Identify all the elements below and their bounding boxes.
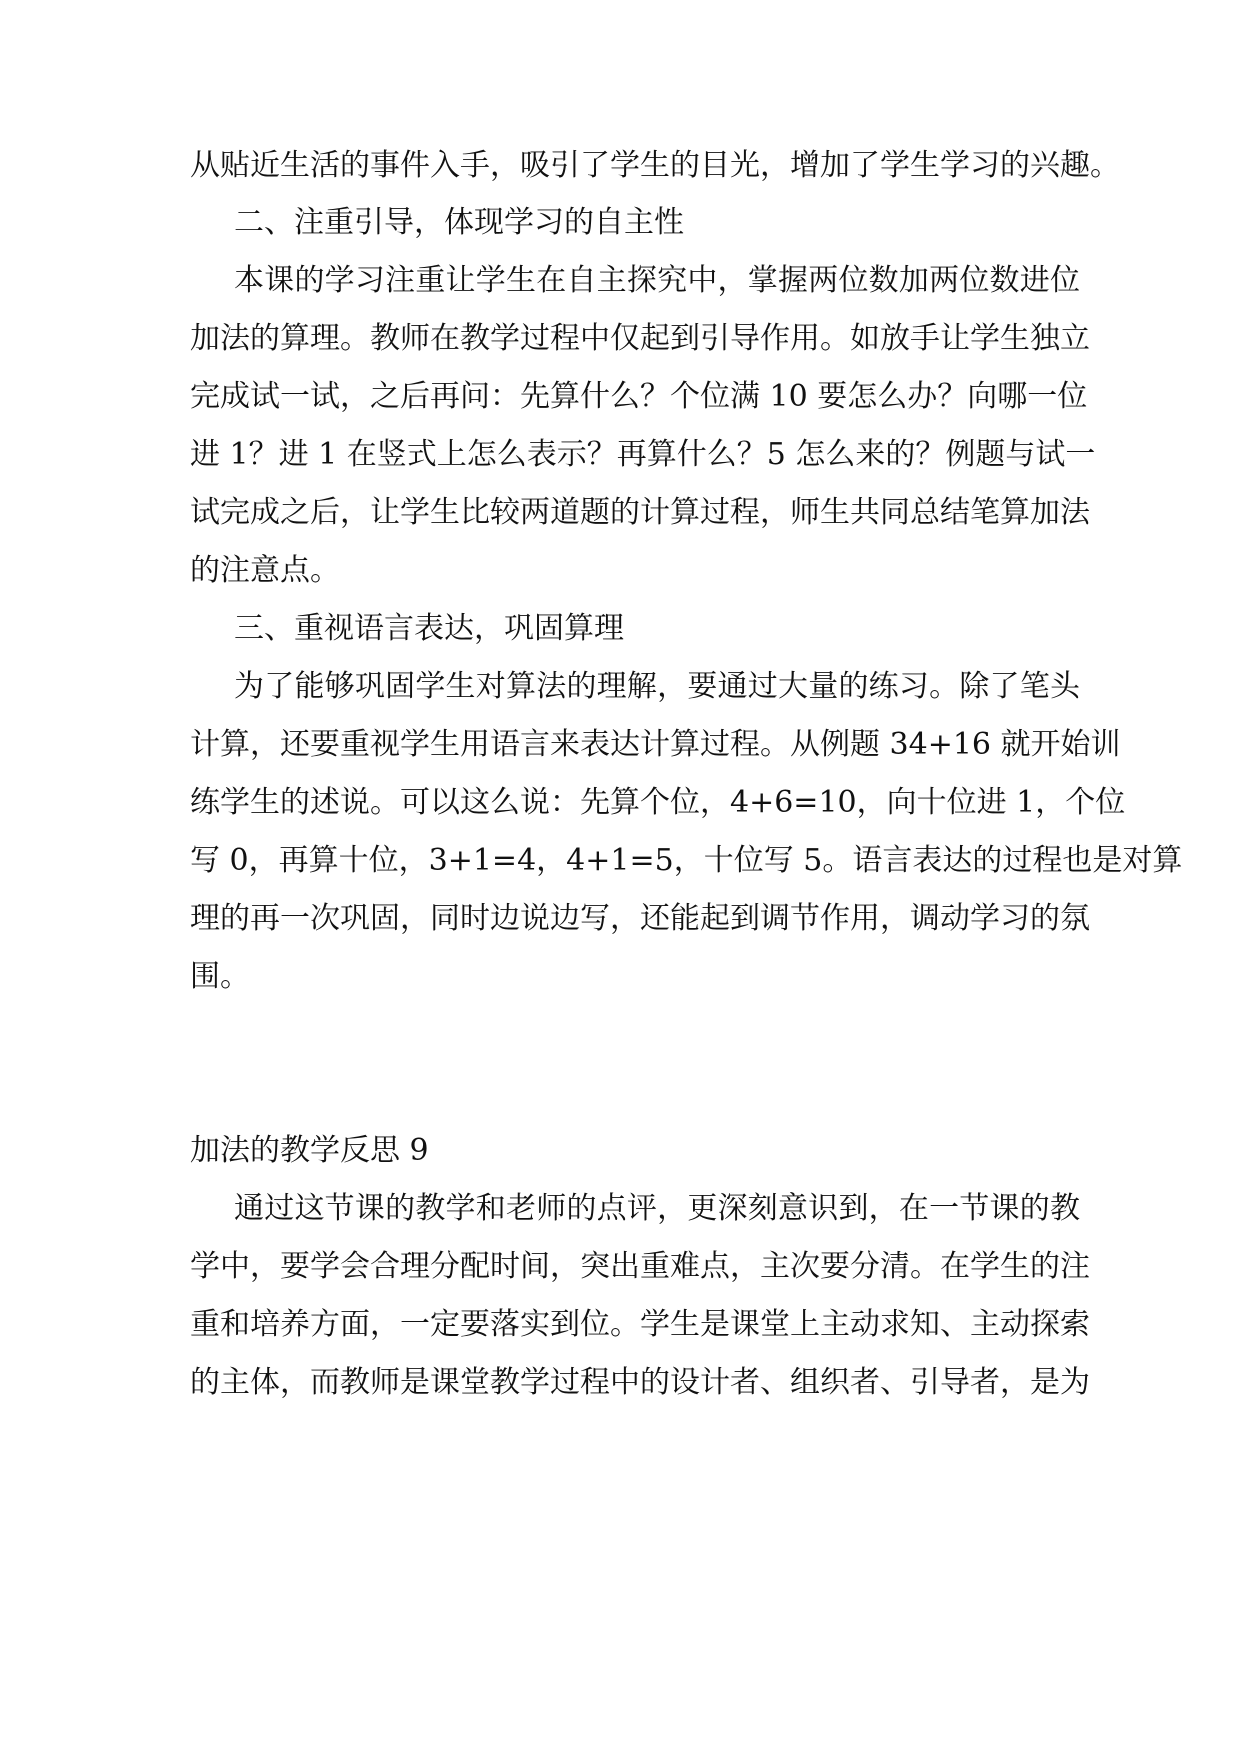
paragraph-line: 围。 [190,959,250,994]
section-heading-3: 三、重视语言表达，巩固算理 [234,611,624,646]
paragraph-line: 为了能够巩固学生对算法的理解，要通过大量的练习。除了笔头 [234,669,1080,704]
paragraph-line: 试完成之后，让学生比较两道题的计算过程，师生共同总结笔算加法 [190,495,1090,530]
paragraph-line: 本课的学习注重让学生在自主探究中，掌握两位数加两位数进位 [234,263,1080,298]
paragraph-line: 计算，还要重视学生用语言来表达计算过程。从例题 34+16 就开始训 [190,727,1121,762]
paragraph-line: 加法的算理。教师在教学过程中仅起到引导作用。如放手让学生独立 [190,321,1090,356]
paragraph-line: 完成试一试，之后再问：先算什么？个位满 10 要怎么办？向哪一位 [190,379,1088,414]
paragraph-line: 重和培养方面，一定要落实到位。学生是课堂上主动求知、主动探索 [190,1307,1090,1342]
paragraph-line: 写 0，再算十位，3+1=4，4+1=5，十位写 5。语言表达的过程也是对算 [190,843,1183,878]
paragraph-continuation-line: 从贴近生活的事件入手，吸引了学生的目光，增加了学生学习的兴趣。 [190,148,1120,183]
paragraph-line: 的主体，而教师是课堂教学过程中的设计者、组织者、引导者，是为 [190,1365,1090,1400]
paragraph-line: 进 1？进 1 在竖式上怎么表示？再算什么？5 怎么来的？例题与试一 [190,437,1096,472]
paragraph-line: 理的再一次巩固，同时边说边写，还能起到调节作用，调动学习的氛 [190,901,1090,936]
paragraph-line: 学中，要学会合理分配时间，突出重难点，主次要分清。在学生的注 [190,1249,1090,1284]
paragraph-line: 的注意点。 [190,553,340,588]
section-heading-2: 二、注重引导，体现学习的自主性 [234,205,684,240]
article-title: 加法的教学反思 9 [190,1133,429,1168]
paragraph-line: 通过这节课的教学和老师的点评，更深刻意识到，在一节课的教 [234,1191,1080,1226]
paragraph-line: 练学生的述说。可以这么说：先算个位，4+6=10，向十位进 1，个位 [190,785,1126,820]
